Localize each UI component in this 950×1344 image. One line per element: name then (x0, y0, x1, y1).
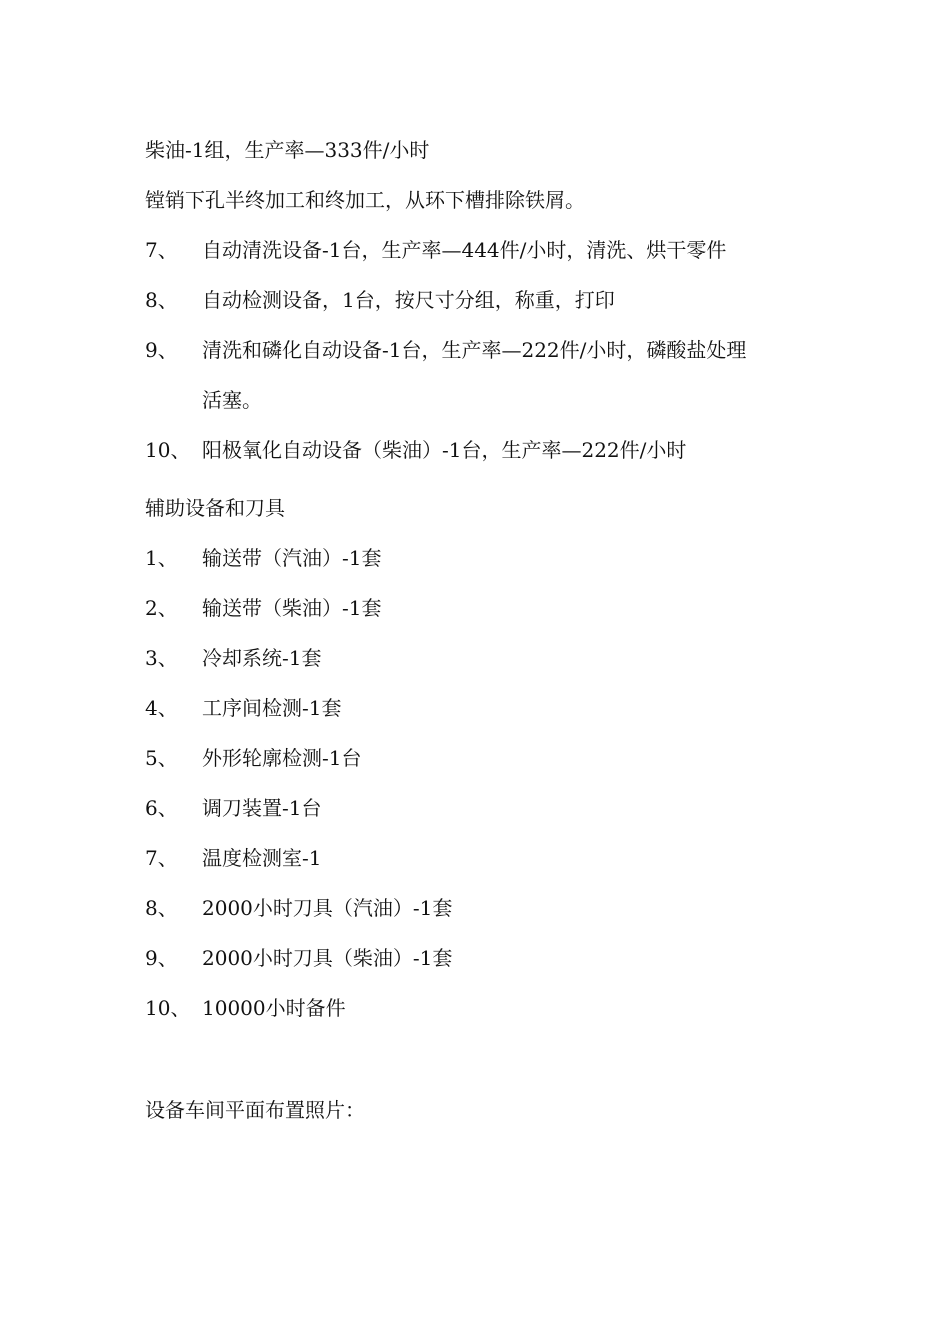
list-number: 7、 (145, 238, 178, 262)
list-b-item-1 (145, 546, 381, 570)
list-b-item-10 (145, 996, 346, 1020)
list-number: 8、 (145, 288, 178, 312)
list-b-item-4 (145, 696, 341, 720)
list-number: 6、 (145, 796, 178, 820)
list-number: 10、 (145, 438, 191, 462)
intro-line-1: 柴油-1组，生产率—333件/小时 (145, 138, 430, 162)
list-b-item-5 (145, 746, 361, 770)
list-text: 10000小时备件 (202, 996, 346, 1020)
list-text: 自动检测设备，1台，按尺寸分组，称重，打印 (202, 288, 615, 312)
list-a-item-10 (145, 438, 686, 462)
list-a-item-9 (145, 338, 746, 362)
list-number: 2、 (145, 596, 178, 620)
list-number: 7、 (145, 846, 178, 870)
list-text: 阳极氧化自动设备（柴油）-1台，生产率—222件/小时 (202, 438, 687, 462)
list-a-item-9-continuation: 活塞。 (202, 388, 262, 412)
footer-caption: 设备车间平面布置照片： (145, 1098, 365, 1122)
list-b-item-3 (145, 646, 321, 670)
intro-line-2: 镗销下孔半终加工和终加工，从环下槽排除铁屑。 (145, 188, 585, 212)
list-text: 温度检测室-1 (202, 846, 322, 870)
list-number: 4、 (145, 696, 178, 720)
list-number: 10、 (145, 996, 191, 1020)
list-text: 输送带（柴油）-1套 (202, 596, 382, 620)
list-number: 8、 (145, 896, 178, 920)
list-text: 清洗和磷化自动设备-1台，生产率—222件/小时，磷酸盐处理 (202, 338, 747, 362)
list-b-item-9 (145, 946, 452, 970)
list-b-item-7 (145, 846, 321, 870)
list-b-item-6 (145, 796, 321, 820)
list-text: 冷却系统-1套 (202, 646, 322, 670)
list-number: 1、 (145, 546, 178, 570)
list-text: 工序间检测-1套 (202, 696, 342, 720)
list-a-item-8 (145, 288, 615, 312)
list-text: 输送带（汽油）-1套 (202, 546, 382, 570)
list-number: 9、 (145, 946, 178, 970)
list-text: 外形轮廓检测-1台 (202, 746, 362, 770)
list-number: 5、 (145, 746, 178, 770)
list-text: 自动清洗设备-1台，生产率—444件/小时，清洗、烘干零件 (202, 238, 727, 262)
list-text: 2000小时刀具（柴油）-1套 (202, 946, 453, 970)
list-number: 3、 (145, 646, 178, 670)
list-text: 调刀装置-1台 (202, 796, 322, 820)
list-b-item-2 (145, 596, 381, 620)
section-title: 辅助设备和刀具 (145, 496, 285, 520)
list-text: 2000小时刀具（汽油）-1套 (202, 896, 453, 920)
list-number: 9、 (145, 338, 178, 362)
list-b-item-8 (145, 896, 452, 920)
list-a-item-7 (145, 238, 726, 262)
